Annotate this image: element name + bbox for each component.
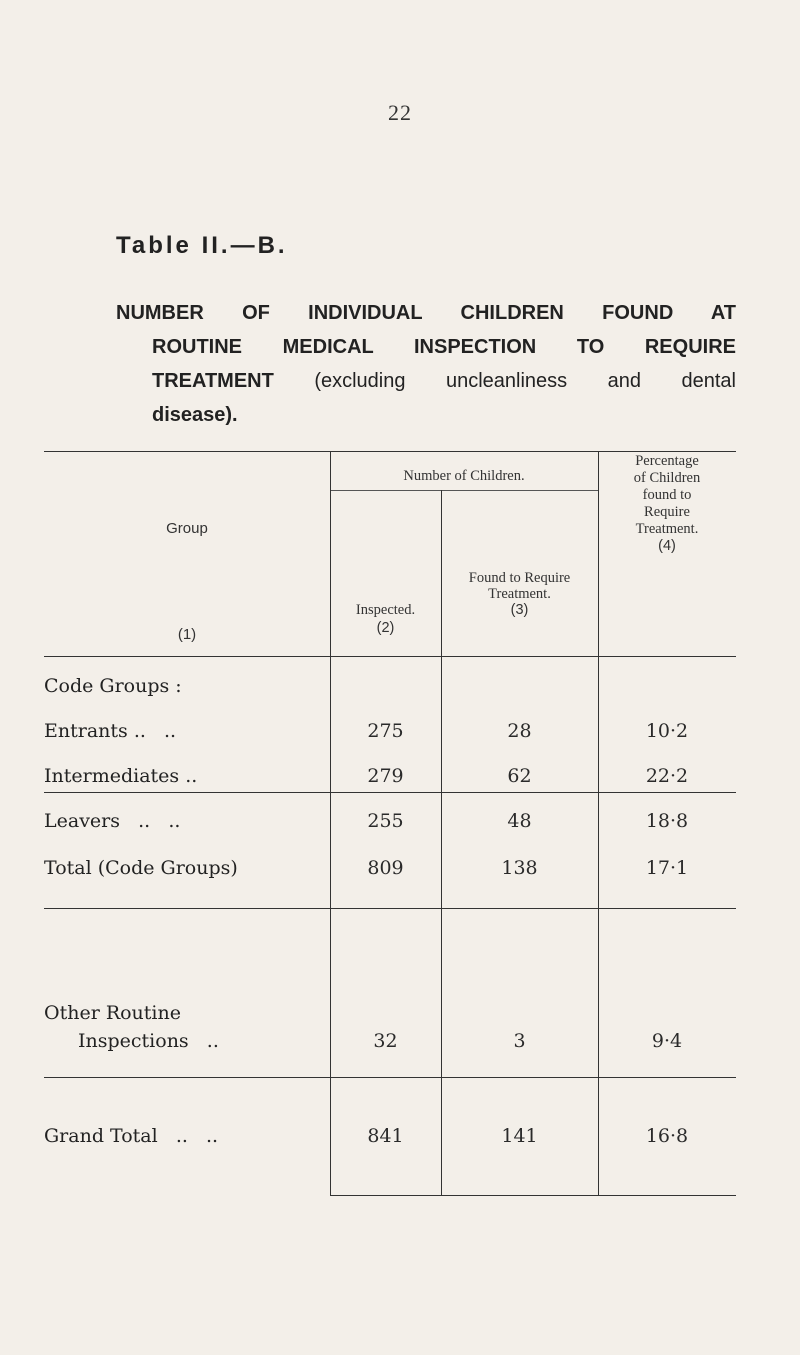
section-rule-2 (44, 908, 736, 909)
header-pct-line5: Treatment. (635, 521, 699, 537)
intermediates-found: 62 (507, 765, 532, 787)
header-pct-line2: of Children (633, 470, 701, 486)
section-label-code-groups: Code Groups : (44, 675, 182, 697)
sub-header-rule (330, 490, 598, 491)
leavers-pct: 18·8 (645, 810, 689, 832)
row-label-entrants: Entrants .. .. (44, 720, 177, 742)
header-pct-line4: Require (644, 504, 690, 520)
table-bottom-rule (330, 1195, 736, 1196)
header-found-line2: Treatment. (488, 586, 551, 602)
entrants-pct: 10·2 (645, 720, 689, 742)
header-group-num: (1) (177, 626, 197, 643)
total-code-inspected: 809 (367, 857, 404, 879)
grand-total-pct: 16·8 (645, 1125, 689, 1147)
entrants-found: 28 (507, 720, 532, 742)
row-label-other-routine-line1: Other Routine (44, 1002, 181, 1024)
grand-total-inspected: 841 (367, 1125, 404, 1147)
table-heading: Table II.—B. (116, 232, 288, 259)
intermediates-inspected: 279 (367, 765, 404, 787)
other-pct: 9·4 (651, 1030, 683, 1052)
header-pct-line1: Percentage (635, 453, 699, 469)
section-rule-3 (44, 1077, 736, 1078)
title-line-3-bold: TREATMENT (152, 370, 274, 392)
entrants-inspected: 275 (367, 720, 404, 742)
section-rule-1 (44, 792, 736, 793)
leavers-inspected: 255 (367, 810, 404, 832)
row-label-leavers: Leavers .. .. (44, 810, 181, 832)
page-number: 22 (388, 100, 412, 125)
title-line-2: ROUTINE MEDICAL INSPECTION TO REQUIRE (152, 336, 736, 358)
header-number-of-children: Number of Children. (403, 468, 525, 484)
grand-total-found: 141 (501, 1125, 538, 1147)
leavers-found: 48 (507, 810, 532, 832)
table-top-rule (44, 451, 736, 452)
title-line-1: NUMBER OF INDIVIDUAL CHILDREN FOUND AT (116, 302, 736, 324)
intermediates-pct: 22·2 (645, 765, 689, 787)
header-found-num: (3) (510, 602, 529, 618)
header-found-line1: Found to Require (468, 570, 571, 586)
header-inspected-num: (2) (376, 620, 395, 636)
row-label-intermediates: Intermediates .. (44, 765, 198, 787)
row-label-total-code-groups: Total (Code Groups) (44, 857, 238, 879)
header-bottom-rule (44, 656, 736, 657)
header-inspected: Inspected. (355, 602, 416, 618)
header-pct-line3: found to (642, 487, 692, 503)
title-line-3-normal: (excluding uncleanliness and dental (314, 370, 736, 392)
title-line-4: disease). (152, 404, 238, 426)
other-found: 3 (513, 1030, 526, 1052)
other-inspected: 32 (373, 1030, 398, 1052)
row-label-other-routine-line2: Inspections .. (78, 1030, 219, 1052)
row-label-grand-total: Grand Total .. .. (44, 1125, 219, 1147)
total-code-found: 138 (501, 857, 538, 879)
total-code-pct: 17·1 (645, 857, 689, 879)
header-pct-num: (4) (658, 538, 676, 554)
header-group: Group (166, 520, 208, 537)
